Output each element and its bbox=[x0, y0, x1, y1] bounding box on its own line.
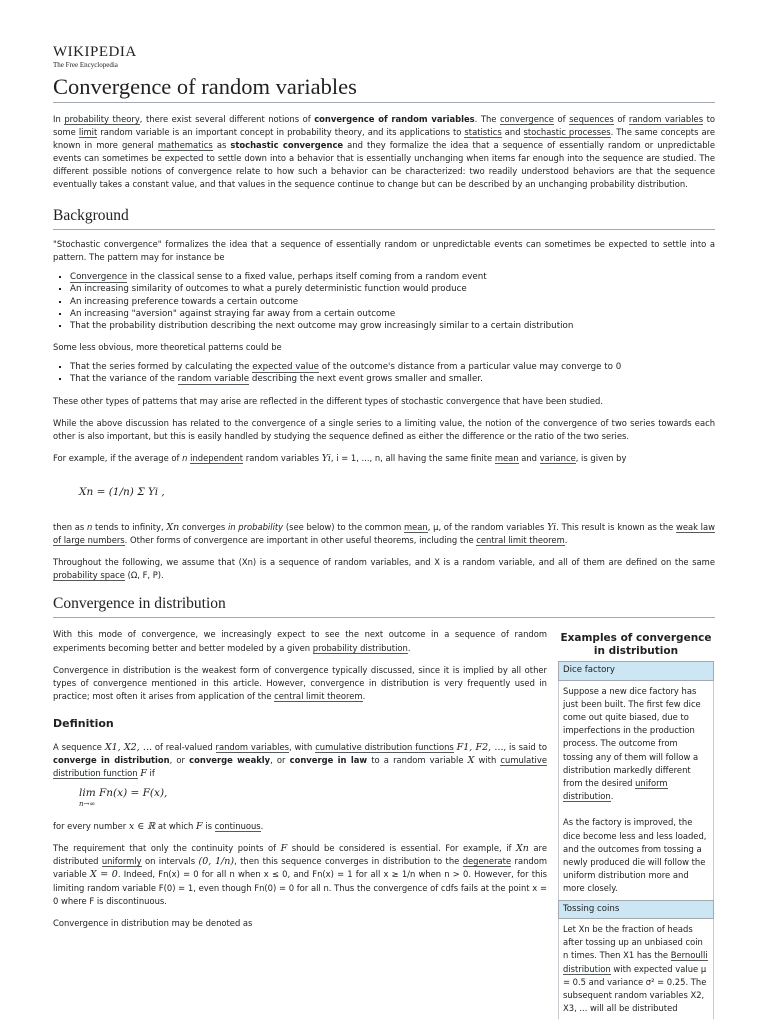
logo-wordmark: WIKIPEDIA bbox=[53, 44, 137, 60]
intro-paragraph: In probability theory, there exist several different notions of convergence of random variables. The convergence of sequences of random variables to some limit random variable is an important concept in probability theory, and its applications to statistics and stochastic processes. The same concepts are known in more general mathematics as stochastic convergence and they formalize the idea that a sequence of essentially random or unpredictable events can sometimes be expected to settle down into a behavior that is essentially unchanging when items far enough into the sequence are studied. The different possible notions of convergence relate to how such a behavior can be characterized: two readily understood behaviors are that the sequence eventually takes a constant value, and that values in the sequence continue to change but can be described by an unchanging probability distribution. bbox=[53, 114, 716, 190]
link-stochastic-processes[interactable]: stochastic processes bbox=[523, 127, 611, 138]
wikipedia-logo[interactable] bbox=[53, 44, 715, 70]
link-degenerate[interactable]: degenerate bbox=[462, 856, 512, 867]
background-p3: These other types of patterns that may arise are reflected in the different types of stochastic convergence that have been studied. bbox=[53, 395, 604, 406]
cid-p5: Convergence in distribution may be denoted as bbox=[53, 917, 253, 928]
link-uniformly[interactable]: uniformly bbox=[101, 856, 142, 867]
infobox-title: Examples of convergence in distribution bbox=[560, 632, 712, 658]
section-body bbox=[53, 628, 715, 1019]
link-sequences[interactable]: sequences bbox=[569, 114, 614, 124]
link-mean[interactable]: mean bbox=[494, 452, 519, 463]
average-formula: Xn = (1/n) Σ Yi , bbox=[79, 486, 165, 499]
list-item: ▪ Convergence in the classical sense to a fixed value, perhaps itself coming from a random event bbox=[70, 271, 715, 283]
list-item: ▪ An increasing preference towards a certain outcome bbox=[70, 296, 715, 308]
link-continuous[interactable]: continuous bbox=[214, 821, 261, 832]
link-limit[interactable]: limit bbox=[78, 127, 98, 138]
background-p2: Some less obvious, more theoretical patterns could be bbox=[53, 341, 282, 352]
heading-convergence-in-distribution: Convergence in distribution bbox=[53, 594, 715, 618]
background-p7: Throughout the following, we assume that (Xn) is a sequence of random variables, and X is a random variable, and all of them are defined on the same probability space (Ω, F, P). bbox=[53, 557, 715, 581]
link-mathematics[interactable]: mathematics bbox=[157, 140, 213, 151]
link-probability-theory[interactable]: probability theory bbox=[64, 114, 140, 124]
link-probability-distribution[interactable]: probability distribution bbox=[312, 642, 408, 653]
infobox-body-tossing-coins: Let Xn be the fraction of heads after tossing up an unbiased coin n times. Then X1 has the Bernoulli distribution with expected value μ = 0.5 and variance σ² = 0.25. The subsequent random variables X2, X3, ... will all be distributed bbox=[558, 919, 714, 1019]
heading-definition: Definition bbox=[53, 716, 114, 730]
link-uniform-distribution[interactable]: uniform distribution bbox=[563, 778, 668, 802]
page-title: Convergence of random variables bbox=[53, 74, 715, 103]
infobox-body-dice-factory: Suppose a new dice factory has just been built. The first few dice come out quite biased, due to imperfections in the production process. The outcome from tossing any of them will follow a distribution markedly different from the desired uniform distribution. As the factory is improved, the dice become less and less loaded, and the outcomes from tossing a newly produced die will follow the uniform distribution more and more closely. bbox=[558, 681, 714, 900]
link-central-limit-theorem-2[interactable]: central limit theorem bbox=[274, 690, 363, 701]
link-bernoulli-distribution[interactable]: Bernoulli distribution bbox=[563, 950, 708, 974]
background-p4: While the above discussion has related to the convergence of a single series to a limiting value, the notion of the convergence of two series towards each other is also important, but this is easily handled by studying the sequence defined as either the difference or the ratio of the two series. bbox=[53, 417, 715, 441]
section-text bbox=[53, 628, 547, 929]
infobox-header-dice-factory: Dice factory bbox=[558, 661, 714, 680]
theoretical-pattern-list bbox=[53, 361, 715, 386]
pattern-list bbox=[53, 271, 715, 333]
limit-formula: lim Fn(x) = F(x), n→∞ bbox=[79, 787, 168, 809]
cid-p3: for every number x ∈ ℝ at which F is continuous. bbox=[53, 821, 264, 833]
background-p1: "Stochastic convergence" formalizes the idea that a sequence of essentially random or unpredictable events can sometimes be expected to settle into a pattern. The pattern may for instance be bbox=[53, 238, 715, 262]
list-item: ▪ An increasing "aversion" against straying far away from a certain outcome bbox=[70, 308, 715, 320]
link-convergence[interactable]: convergence bbox=[499, 114, 554, 124]
link-mean-2[interactable]: mean bbox=[403, 522, 428, 533]
link-convergence-classical[interactable]: Convergence bbox=[70, 271, 128, 282]
infobox-header-tossing-coins: Tossing coins bbox=[558, 900, 714, 919]
cid-p1: With this mode of convergence, we increasingly expect to see the next outcome in a sequence of random experiments becoming better and better modeled by a given probability distribution. bbox=[53, 629, 547, 653]
list-item: ▪ That the series formed by calculating the expected value of the outcome's distance from a particular value may converge to 0 bbox=[70, 361, 715, 373]
link-cumulative-distribution-function[interactable]: cumulative distribution function bbox=[53, 755, 547, 779]
list-item: ▪ That the probability distribution describing the next outcome may grow increasingly similar to a certain distribution bbox=[70, 320, 715, 332]
link-random-variables-2[interactable]: random variables bbox=[215, 741, 290, 752]
examples-infobox bbox=[558, 628, 714, 1019]
list-item: ▪ That the variance of the random variable describing the next event grows smaller and smaller. bbox=[70, 373, 715, 385]
background-p6: then as n tends to infinity, Xn converges in probability (see below) to the common mean, μ, of the random variables Yi. This result is known as the weak law of large numbers. Other forms of convergence are important in other useful theorems, including the central limit theorem. bbox=[53, 522, 715, 546]
link-random-variable[interactable]: random variable bbox=[177, 374, 250, 385]
link-expected-value[interactable]: expected value bbox=[252, 361, 319, 372]
link-variance[interactable]: variance bbox=[539, 452, 576, 463]
link-independent[interactable]: independent bbox=[190, 452, 244, 463]
definition-paragraph: A sequence X1, X2, ... of real-valued random variables, with cumulative distribution functions F1, F2, ..., is said to converge in distribution, or converge weakly, or converge in law to a random variable X with cumulative distribution function F if bbox=[53, 741, 547, 780]
link-central-limit-theorem[interactable]: central limit theorem bbox=[476, 535, 565, 546]
background-p5: For example, if the average of n independent random variables Yi, i = 1, ..., n, all having the same finite mean and variance, is given by bbox=[53, 452, 627, 464]
link-weak-law-of-large-numbers[interactable]: weak law of large numbers bbox=[53, 522, 715, 546]
article bbox=[53, 44, 715, 1019]
link-probability-space[interactable]: probability space bbox=[53, 570, 125, 581]
link-cumulative-distribution-functions[interactable]: cumulative distribution functions bbox=[315, 741, 454, 752]
logo-tagline: The Free Encyclopedia bbox=[53, 61, 118, 69]
list-item: ▪ An increasing similarity of outcomes to what a purely deterministic function would produce bbox=[70, 283, 715, 295]
link-random-variables[interactable]: random variables bbox=[628, 114, 704, 124]
heading-background: Background bbox=[53, 206, 715, 230]
cid-p2: Convergence in distribution is the weakest form of convergence typically discussed, since it is implied by all other types of convergence mentioned in this article. However, convergence in distribution is very frequently used in practice; most often it arises from application of the central limit theorem. bbox=[53, 664, 547, 701]
cid-p4: The requirement that only the continuity points of F should be considered is essential. For example, if Xn are distributed uniformly on intervals (0, 1/n), then this sequence converges in distribution to the degenerate random variable X = 0. Indeed, Fn(x) = 0 for all n when x ≤ 0, and Fn(x) = 1 for all x ≥ 1/n when n > 0. However, for this limiting random variable F(0) = 1, even though Fn(0) = 0 for all n. Thus the convergence of cdfs fails at the point x = 0 where F is discontinuous. bbox=[53, 843, 547, 906]
link-statistics[interactable]: statistics bbox=[464, 127, 502, 138]
